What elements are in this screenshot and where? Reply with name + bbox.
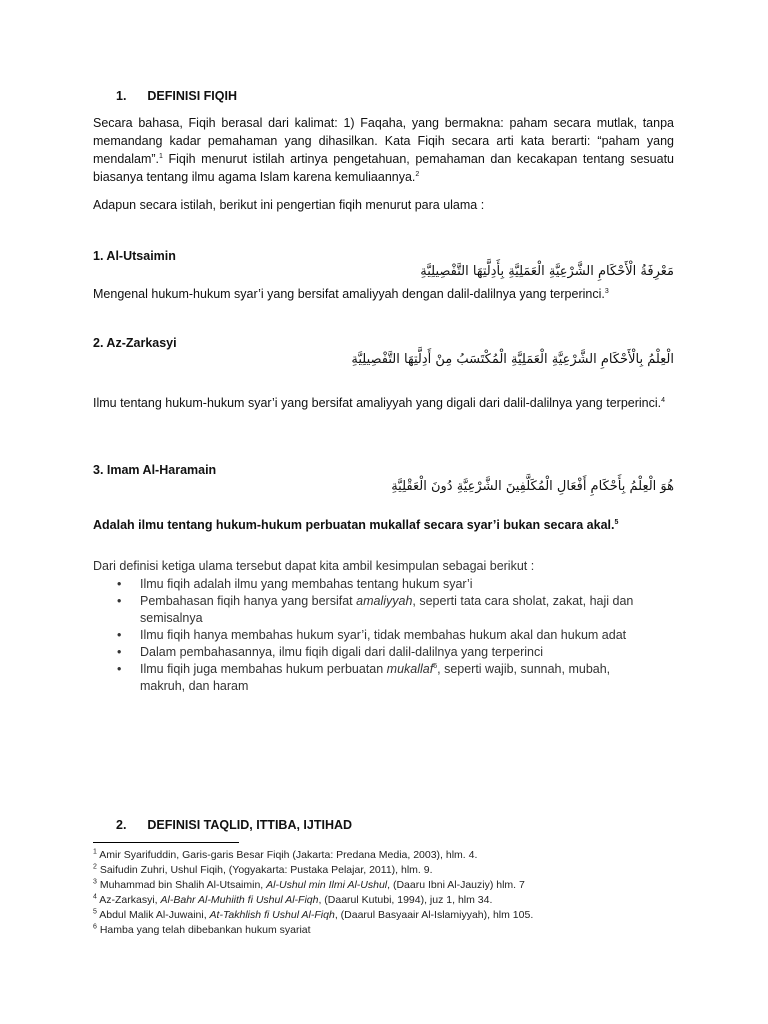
bullet-icon: • bbox=[117, 577, 122, 591]
list-item-italic: mukallaf bbox=[386, 662, 434, 676]
section-2-heading bbox=[116, 818, 352, 832]
footnote-text: Hamba yang telah dibebankan hukum syariat bbox=[96, 924, 311, 936]
scholar-3-definition-text: Adalah ilmu tentang hukum-hukum perbuatan mukallaf secara syar’i bukan secara akal. bbox=[93, 518, 615, 532]
bullet-icon: • bbox=[117, 628, 122, 642]
list-item-text-post: , seperti wajib, sunnah, mubah, makruh, dan haram bbox=[140, 662, 611, 693]
list-item-italic: amaliyyah bbox=[356, 594, 413, 608]
footnote-title: At-Takhlish fi Ushul Al-Fiqh bbox=[209, 909, 335, 921]
list-item bbox=[93, 661, 653, 695]
footnote-ref-5: 5 bbox=[614, 518, 619, 526]
footnotes bbox=[93, 848, 693, 938]
list-item bbox=[93, 593, 653, 627]
footnote-separator bbox=[93, 842, 239, 843]
scholar-1-arabic: مَعْرِفَةُ الْأَحْكَامِ الشَّرْعِيَّةِ الْعَمَلِيَّةِ بِأَدِلَّتِهَا التَّفْصِيلِيَّةِ bbox=[420, 264, 674, 279]
footnote-text-post: , (Daarul Kutubi, 1994), juz 1, hlm 34. bbox=[318, 894, 493, 906]
footnote-ref-3: 3 bbox=[604, 287, 609, 295]
footnote-1 bbox=[93, 848, 693, 863]
conclusion-intro: Dari definisi ketiga ulama tersebut dapat kita ambil kesimpulan sebagai berikut : bbox=[93, 559, 535, 573]
paragraph-intro-text-b: Fiqih menurut istilah artinya pengetahuan, pemahaman dan kecakapan tentang sesuatu biasanya tentang ilmu agama Islam karena kemuliaannya. bbox=[93, 152, 674, 184]
bullet-icon: • bbox=[117, 645, 122, 659]
paragraph-istilah: Adapun secara istilah, berikut ini pengertian fiqih menurut para ulama : bbox=[93, 198, 485, 212]
footnote-title: Al-Bahr Al-Muhiith fi Ushul Al-Fiqh bbox=[160, 894, 319, 906]
footnote-number: 3 bbox=[93, 878, 97, 886]
section-2-number: 2. bbox=[116, 818, 127, 832]
footnote-2 bbox=[93, 863, 693, 878]
list-item bbox=[93, 644, 653, 661]
footnote-ref-1: 1 bbox=[159, 152, 163, 160]
footnote-number: 6 bbox=[93, 923, 97, 931]
list-item-text: Dalam pembahasannya, ilmu fiqih digali dari dalil-dalilnya yang terperinci bbox=[140, 645, 543, 659]
scholar-1-definition bbox=[93, 287, 609, 301]
section-1-title: DEFINISI FIQIH bbox=[147, 89, 237, 103]
footnote-6 bbox=[93, 923, 693, 938]
paragraph-intro bbox=[93, 114, 674, 186]
footnote-text-pre: Abdul Malik Al-Juwaini, bbox=[96, 909, 210, 921]
list-item-text-post: , seperti tata cara sholat, zakat, haji dan semisalnya bbox=[140, 594, 634, 625]
section-1-number: 1. bbox=[116, 89, 127, 103]
footnote-number: 4 bbox=[93, 893, 97, 901]
scholar-3-arabic: هُوَ الْعِلْمُ بِأَحْكَامِ أَفْعَالِ الْمُكَلَّفِينَ الشَّرْعِيَّةِ دُونَ الْعَقْلِيَّةِ bbox=[391, 479, 674, 494]
scholar-2-definition bbox=[93, 394, 674, 412]
scholar-2-definition-text: Ilmu tentang hukum-hukum syar’i yang bersifat amaliyyah yang digali dari dalil-dalilnya yang terperinci. bbox=[93, 396, 662, 410]
section-1-heading bbox=[116, 89, 237, 103]
scholar-2-arabic: الْعِلْمُ بِالْأَحْكَامِ الشَّرْعِيَّةِ الْعَمَلِيَّةِ الْمُكْتَسَبُ مِنْ أَدِلَّتِهَا التَّفْصِيلِيَّةِ bbox=[351, 352, 674, 367]
footnote-number: 1 bbox=[93, 848, 97, 856]
paragraph-intro-text-a: Secara bahasa, Fiqih berasal dari kalimat: 1) Faqaha, yang bermakna: paham secara mutlak, tanpa memandang kadar pemahaman yang dihasilkan. Kata Fiqih secara arti kata berarti: “paham yang mendalam”. bbox=[93, 116, 674, 166]
scholar-1-definition-text: Mengenal hukum-hukum syar’i yang bersifat amaliyyah dengan dalil-dalilnya yang terperinci. bbox=[93, 287, 605, 301]
list-item-text-pre: Ilmu fiqih juga membahas hukum perbuatan bbox=[140, 662, 387, 676]
section-2-title: DEFINISI TAQLID, ITTIBA, IJTIHAD bbox=[147, 818, 353, 832]
footnote-3 bbox=[93, 878, 693, 893]
footnote-ref-2: 2 bbox=[415, 170, 420, 178]
footnote-text: Amir Syarifuddin, Garis-garis Besar Fiqih (Jakarta: Predana Media, 2003), hlm. 4. bbox=[96, 849, 478, 861]
footnote-title: Al-Ushul min Ilmi Al-Ushul bbox=[266, 879, 388, 891]
footnote-text-post: , (Daaru Ibni Al-Jauziy) hlm. 7 bbox=[387, 879, 525, 891]
bullet-icon: • bbox=[117, 594, 122, 608]
scholar-3-heading: 3. Imam Al-Haramain bbox=[93, 463, 217, 477]
list-item-text: Ilmu fiqih adalah ilmu yang membahas tentang hukum syar’i bbox=[140, 577, 473, 591]
footnote-text-pre: Az-Zarkasyi, bbox=[96, 894, 161, 906]
footnote-ref-4: 4 bbox=[661, 396, 666, 404]
list-item bbox=[93, 627, 653, 644]
footnote-5 bbox=[93, 908, 693, 923]
footnote-text-pre: Muhammad bin Shalih Al-Utsaimin, bbox=[96, 879, 267, 891]
list-item-text-pre: Pembahasan fiqih hanya yang bersifat bbox=[140, 594, 357, 608]
list-item bbox=[93, 576, 653, 593]
bullet-icon: • bbox=[117, 662, 122, 676]
list-item-text: Ilmu fiqih hanya membahas hukum syar’i, tidak membahas hukum akal dan hukum adat bbox=[140, 628, 627, 642]
scholar-1-heading: 1. Al-Utsaimin bbox=[93, 249, 176, 263]
scholar-3-definition bbox=[93, 518, 618, 532]
conclusion-list bbox=[93, 576, 653, 695]
footnote-text-post: , (Daarul Basyaair Al-Islamiyyah), hlm 105. bbox=[334, 909, 534, 921]
footnote-4 bbox=[93, 893, 693, 908]
footnote-number: 5 bbox=[93, 908, 97, 916]
footnote-number: 2 bbox=[93, 863, 97, 871]
footnote-text: Saifudin Zuhri, Ushul Fiqih, (Yogyakarta: Pustaka Pelajar, 2011), hlm. 9. bbox=[96, 864, 433, 876]
scholar-2-heading: 2. Az-Zarkasyi bbox=[93, 336, 177, 350]
footnote-ref-6: 6 bbox=[433, 662, 438, 670]
